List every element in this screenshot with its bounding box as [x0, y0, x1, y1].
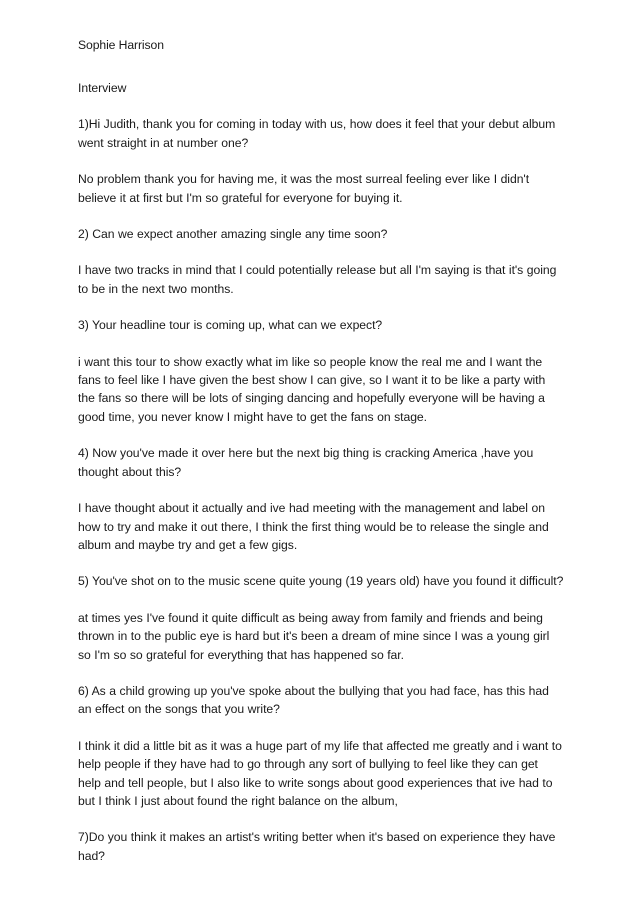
answer-5: at times yes I've found it quite difficult as being away from family and friends and being thrown in to the public eye is hard but it's been a dream of mine since I was a young girl so I'm so so grateful for everything that has happened so far.	[78, 610, 550, 662]
author-name: Sophie Harrison	[78, 38, 164, 52]
document-title: Interview	[78, 81, 127, 95]
question-7: 7)Do you think it makes an artist's writing better when it's based on experience they have had?	[78, 830, 556, 863]
question-6: 6) As a child growing up you've spoke about the bullying that you had face, has this had an effect on the songs that you write?	[78, 683, 549, 717]
question-4: 4) Now you've made it over here but the next big thing is cracking America ,have you thought about this?	[78, 446, 534, 479]
answer-3: i want this tour to show exactly what im like so people know the real me and I want the fans to feel like I have given the best show I can give, so I want it to be like a party with the fans so there will be lots of singing dancing and hopefully everyone will be having a good time, you never know I might have to get the fans on stage.	[78, 354, 546, 424]
answer-6: I think it did a little bit as it was a huge part of my life that affected me greatly and i want to help people if they have had to go through any sort of bullying to feel like they can get help and tell people, but I also like to write songs about good experiences that ive had to but I think I just about found the right balance on the album,	[78, 738, 562, 808]
question-1: 1)Hi Judith, thank you for coming in today with us, how does it feel that your debut album went straight in at number one?	[78, 117, 556, 150]
answer-2: I have two tracks in mind that I could potentially release but all I'm saying is that it's going to be in the next two months.	[78, 263, 557, 296]
document-body	[78, 79, 564, 883]
question-3: 3) Your headline tour is coming up, what can we expect?	[78, 318, 383, 333]
question-2: 2) Can we expect another amazing single any time soon?	[78, 227, 388, 242]
question-5: 5) You've shot on to the music scene quite young (19 years old) have you found it difficult?	[78, 574, 564, 589]
answer-4: I have thought about it actually and ive had meeting with the management and label on how to try and make it out there, I think the first thing would be to release the single and album and maybe try and get a few gigs.	[78, 501, 549, 552]
answer-1: No problem thank you for having me, it was the most surreal feeling ever like I didn't believe it at first but I'm so grateful for everyone for buying it.	[78, 172, 530, 205]
